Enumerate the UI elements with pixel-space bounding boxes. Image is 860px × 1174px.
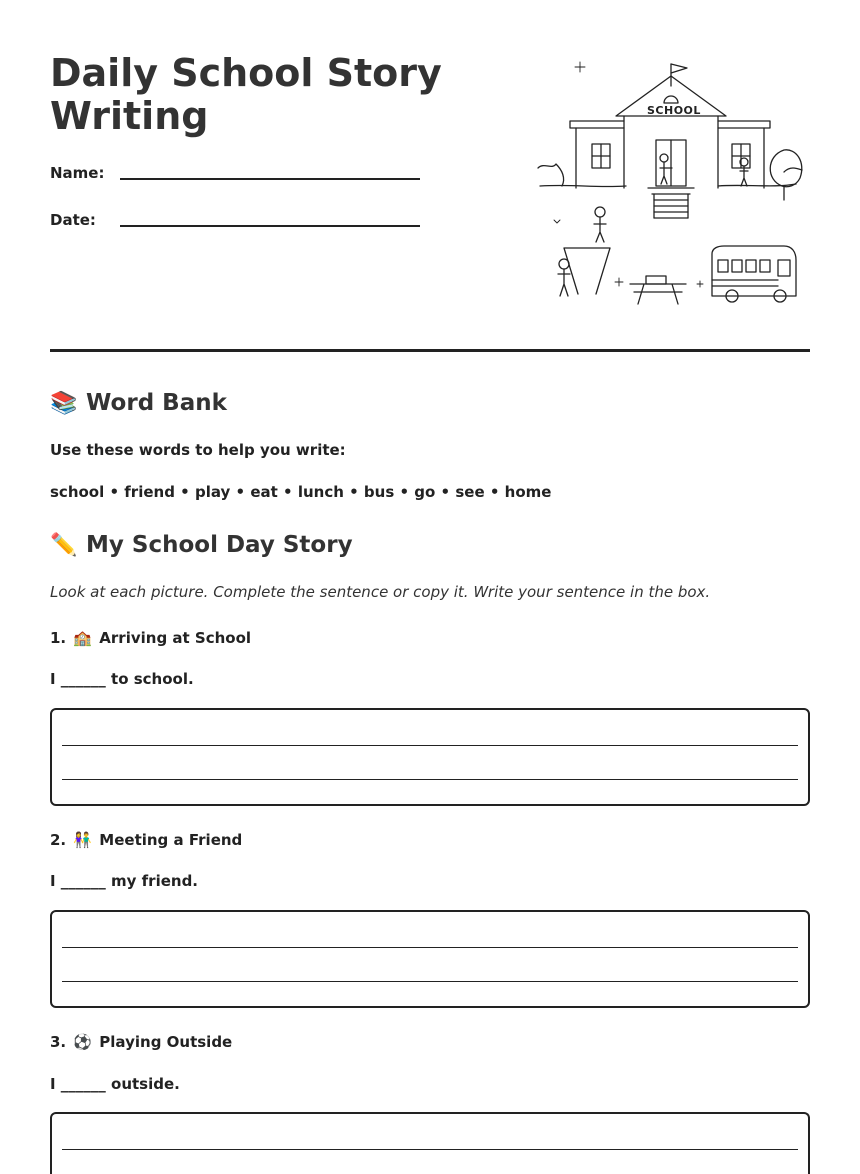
story-item-1-number: 1.	[50, 629, 67, 647]
header-divider	[50, 349, 810, 352]
story-item-2-number: 2.	[50, 831, 67, 849]
page-title: Daily School Story Writing	[50, 51, 442, 138]
writing-line	[62, 947, 798, 948]
story-item-3-number: 3.	[50, 1033, 67, 1051]
date-write-line	[120, 225, 420, 227]
school-building-icon: 🏫	[73, 629, 93, 647]
name-label: Name:	[50, 164, 105, 182]
word-bank-title: Word Bank	[86, 390, 227, 416]
school-sign-text: SCHOOL	[647, 104, 701, 117]
writing-line	[62, 1149, 798, 1150]
friends-icon: 👫	[73, 831, 93, 849]
books-icon: 📚	[50, 391, 78, 416]
story-item-3-answer-box[interactable]	[50, 1112, 810, 1174]
writing-line	[62, 779, 798, 780]
story-item-1-title	[50, 629, 251, 647]
pencil-icon: ✏️	[50, 533, 78, 558]
story-item-3-label: Playing Outside	[99, 1033, 233, 1051]
word-bank-heading	[50, 388, 227, 419]
soccer-ball-icon: ⚽	[73, 1033, 93, 1051]
story-item-3-title	[50, 1033, 232, 1051]
story-item-1-sentence: I ______ to school.	[50, 670, 194, 688]
name-field	[50, 164, 470, 188]
story-heading	[50, 530, 353, 561]
date-field	[50, 211, 470, 235]
writing-line	[62, 745, 798, 746]
story-item-2-title	[50, 831, 242, 849]
story-item-2-label: Meeting a Friend	[99, 831, 243, 849]
school-scene-illustration	[534, 58, 810, 310]
name-write-line	[120, 178, 420, 180]
story-title: My School Day Story	[86, 532, 353, 558]
story-instructions: Look at each picture. Complete the sentence or copy it. Write your sentence in the box.	[50, 583, 711, 601]
story-item-3-sentence: I ______ outside.	[50, 1075, 180, 1093]
word-bank-prompt: Use these words to help you write:	[50, 441, 346, 459]
word-bank-words: school • friend • play • eat • lunch • bus • go • see • home	[50, 483, 552, 501]
story-item-2-answer-box[interactable]	[50, 910, 810, 1008]
story-item-2-sentence: I ______ my friend.	[50, 872, 199, 890]
story-item-1-answer-box[interactable]	[50, 708, 810, 806]
date-label: Date:	[50, 211, 96, 229]
writing-line	[62, 981, 798, 982]
story-item-1-label: Arriving at School	[99, 629, 252, 647]
